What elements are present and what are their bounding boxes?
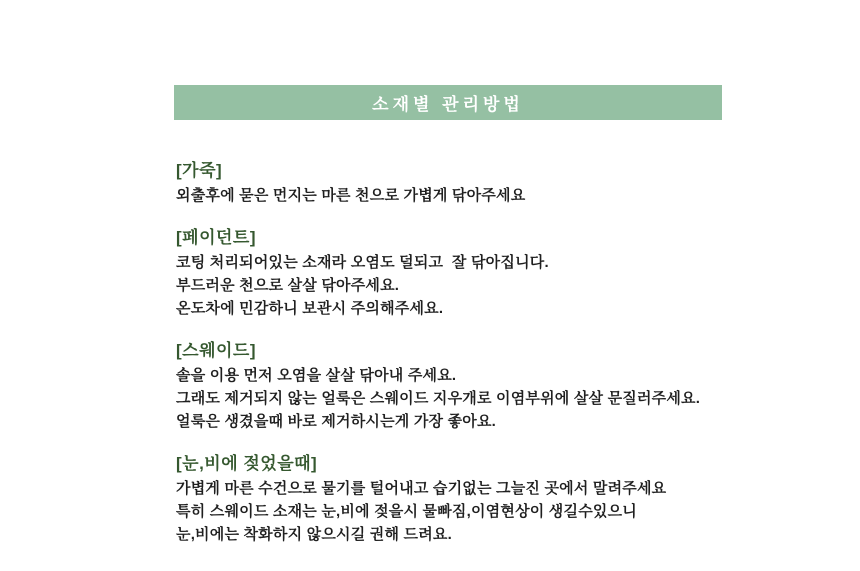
section-suede — [176, 338, 776, 433]
section-wet-snow-rain — [176, 451, 776, 546]
section-line: 부드러운 천으로 살살 닦아주세요. — [176, 277, 400, 294]
section-line: 온도차에 민감하니 보관시 주의해주세요. — [176, 300, 444, 317]
section-line: 눈,비에는 착화하지 않으시길 권해 드려요. — [176, 526, 452, 543]
section-line: 솔을 이용 먼저 오염을 살살 닦아내 주세요. — [176, 367, 457, 384]
section-heading-wet-snow-rain: [눈,비에 젖었을때] — [176, 454, 318, 473]
section-line: 코팅 처리되어있는 소재라 오염도 덜되고 잘 닦아집니다. — [176, 254, 549, 271]
section-patent — [176, 225, 776, 320]
section-line: 특히 스웨이드 소재는 눈,비에 젖을시 물빠짐,이염현상이 생길수있으니 — [176, 503, 637, 520]
section-line: 외출후에 묻은 먼지는 마른 천으로 가볍게 닦아주세요 — [176, 187, 526, 204]
section-heading-suede: [스웨이드] — [176, 341, 257, 360]
title-banner — [174, 85, 722, 120]
page-title: 소재별 관리방법 — [372, 95, 524, 114]
section-heading-patent: [페이던트] — [176, 228, 257, 247]
section-line: 얼룩은 생겼을때 바로 제거하시는게 가장 좋아요. — [176, 413, 497, 430]
section-line: 가볍게 마른 수건으로 물기를 털어내고 습기없는 그늘진 곳에서 말려주세요 — [176, 480, 667, 497]
care-sections — [176, 158, 776, 564]
section-line: 그래도 제거되지 않는 얼룩은 스웨이드 지우개로 이염부위에 살살 문질러주세요. — [176, 390, 701, 407]
section-heading-leather: [가죽] — [176, 161, 223, 180]
section-leather — [176, 158, 776, 207]
